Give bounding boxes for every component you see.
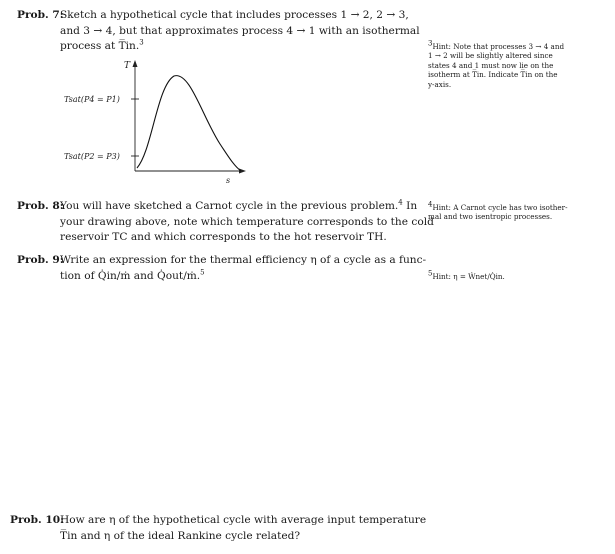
problem-8-line: reservoir TC and which corresponds to the hot reservoir TH. <box>60 231 387 243</box>
sidenote-5-mark: 5 <box>428 269 433 278</box>
saturation-dome <box>137 76 241 171</box>
problem-10-label: Prob. 10: <box>10 514 65 526</box>
sidenote-3-text: Hint: Note that processes 3 → 4 and <box>432 42 565 51</box>
footnote-ref-5: 5 <box>200 267 205 276</box>
sidenote-3-line: states 4 and 1 must now lie on the <box>428 60 554 70</box>
y-axis-arrow <box>133 60 138 67</box>
sidenote-4-line: mal and two isentropic processes. <box>428 212 553 222</box>
problem-10-line: How are η of the hypothetical cycle with average input temperature <box>60 514 427 526</box>
sidenote-3-line: y-axis. <box>428 79 452 89</box>
problem-9-text <box>60 253 426 284</box>
problem-8-text <box>60 199 434 246</box>
sidenote-5-line <box>428 269 505 281</box>
sidenote-5 <box>428 269 505 281</box>
problem-9-label: Prob. 9: <box>17 254 64 266</box>
sidenote-4 <box>428 200 568 222</box>
problem-8-line-first <box>60 199 434 215</box>
problem-9-line: tion of Q̇in/ṁ and Q̇out/ṁ. <box>60 269 201 282</box>
problem-8-line-tail: In <box>406 200 418 212</box>
problem-7-line: and 3 → 4, but that approximates process 4 → 1 with an isothermal <box>60 24 420 37</box>
x-axis-arrow <box>239 169 246 174</box>
problem-7-line: process at T̅in. <box>60 40 140 52</box>
problem-9-line-last <box>60 269 426 285</box>
sidenote-3 <box>428 39 565 89</box>
footnote-ref-3: 3 <box>139 38 144 47</box>
problem-9-line: Write an expression for the thermal efficiency η of a cycle as a func- <box>60 254 427 266</box>
problem-10-text <box>60 513 426 544</box>
problem-10-line: T̅in and η of the ideal Rankine cycle related? <box>60 529 301 542</box>
sidenote-3-line: 1 → 2 will be slightly altered since <box>428 51 553 61</box>
upper-tick-label: Tsat(P4 = P1) <box>64 95 120 104</box>
problem-7-label: Prob. 7: <box>17 9 64 21</box>
sidenote-3-mark: 3 <box>428 39 433 48</box>
x-axis-label: s <box>226 176 231 185</box>
sidenote-3-line <box>428 39 565 51</box>
problem-8-label: Prob. 8: <box>17 200 64 212</box>
sidenote-3-line: isotherm at T̅in. Indicate T̅in on the <box>428 70 558 80</box>
problem-8-line: You will have sketched a Carnot cycle in the previous problem. <box>60 200 399 212</box>
footnote-ref-4: 4 <box>398 198 403 207</box>
problem-7-text <box>60 8 420 55</box>
problem-7-line: Sketch a hypothetical cycle that includes processes 1 → 2, 2 → 3, <box>60 9 409 21</box>
sidenote-4-text: Hint: A Carnot cycle has two isother- <box>432 203 568 212</box>
lower-tick-label: Tsat(P2 = P3) <box>64 152 120 161</box>
problem-8-line: your drawing above, note which temperature corresponds to the cold <box>60 215 434 228</box>
y-axis-label: T <box>124 61 131 71</box>
t-s-diagram <box>60 56 250 186</box>
sidenote-4-mark: 4 <box>428 200 433 209</box>
sidenote-4-line <box>428 200 568 212</box>
problem-7-line-last <box>60 39 420 55</box>
sidenote-5-text: Hint: η = Ẇnet/Q̇in. <box>432 272 505 281</box>
